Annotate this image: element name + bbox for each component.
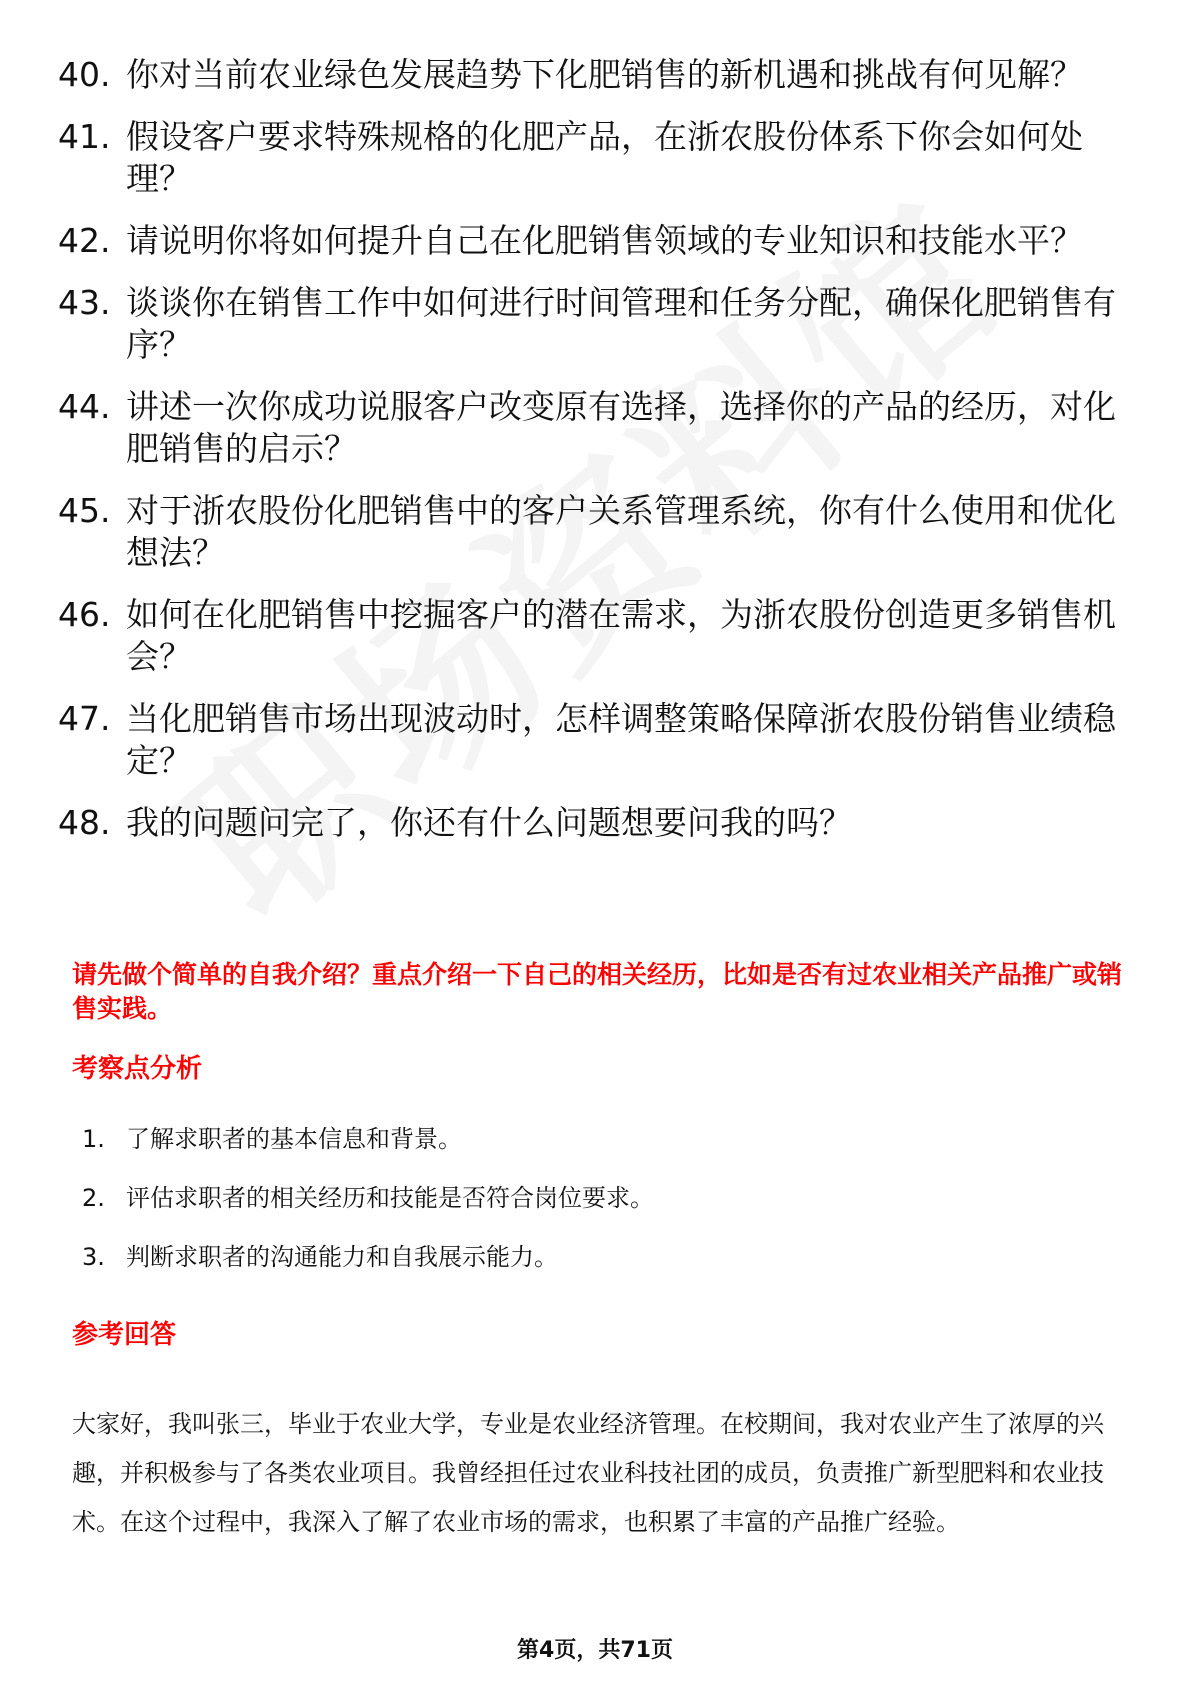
question-number: 46.	[58, 595, 111, 634]
question-number: 45.	[58, 491, 111, 530]
analysis-points	[82, 1122, 654, 1299]
page-number: 第4页，共71页	[517, 1638, 673, 1663]
analysis-point	[82, 1181, 654, 1215]
point-text: 判断求职者的沟通能力和自我展示能力。	[126, 1243, 558, 1271]
question-item	[58, 698, 1118, 782]
question-item	[58, 802, 1118, 844]
question-text: 假设客户要求特殊规格的化肥产品，在浙农股份体系下你会如何处理？	[126, 117, 1083, 198]
question-text: 请说明你将如何提升自己在化肥销售领域的专业知识和技能水平？	[126, 221, 1083, 260]
question-number: 44.	[58, 387, 111, 426]
analysis-point	[82, 1240, 654, 1274]
point-number: 2.	[82, 1184, 105, 1212]
point-number: 1.	[82, 1125, 105, 1153]
answer-heading: 参考回答	[72, 1320, 177, 1350]
question-number: 47.	[58, 699, 111, 738]
question-text: 对于浙农股份化肥销售中的客户关系管理系统，你有什么使用和优化想法？	[126, 491, 1116, 572]
answer-text: 大家好，我叫张三，毕业于农业大学，专业是农业经济管理。在校期间，我对农业产生了浓厚的兴趣，并积极参与了各类农业项目。我曾经担任过农业科技社团的成员，负责推广新型肥料和农业技术。在这个过程中，我深入了解了农业市场的需求，也积累了丰富的产品推广经验。	[72, 1410, 1104, 1536]
intro-question: 请先做个简单的自我介绍？重点介绍一下自己的相关经历，比如是否有过农业相关产品推广或销售实践。	[72, 960, 1123, 1023]
question-text: 当化肥销售市场出现波动时，怎样调整策略保障浙农股份销售业绩稳定？	[126, 699, 1116, 780]
question-list	[58, 54, 1118, 864]
question-text: 谈谈你在销售工作中如何进行时间管理和任务分配，确保化肥销售有序？	[126, 283, 1116, 364]
question-item	[58, 386, 1118, 470]
question-item	[58, 594, 1118, 678]
question-number: 43.	[58, 283, 111, 322]
point-number: 3.	[82, 1243, 105, 1271]
question-number: 48.	[58, 803, 111, 842]
question-item	[58, 220, 1118, 262]
question-item	[58, 282, 1118, 366]
point-text: 评估求职者的相关经历和技能是否符合岗位要求。	[126, 1184, 654, 1212]
question-text: 你对当前农业绿色发展趋势下化肥销售的新机遇和挑战有何见解？	[126, 55, 1083, 94]
question-text: 我的问题问完了，你还有什么问题想要问我的吗？	[126, 803, 852, 842]
question-text: 如何在化肥销售中挖掘客户的潜在需求，为浙农股份创造更多销售机会？	[126, 595, 1116, 676]
analysis-heading: 考察点分析	[72, 1054, 203, 1084]
question-item	[58, 490, 1118, 574]
analysis-point	[82, 1122, 654, 1156]
question-item	[58, 54, 1118, 96]
question-number: 42.	[58, 221, 111, 260]
point-text: 了解求职者的基本信息和背景。	[126, 1125, 462, 1153]
question-item	[58, 116, 1118, 200]
question-number: 41.	[58, 117, 111, 156]
question-text: 讲述一次你成功说服客户改变原有选择，选择你的产品的经历，对化肥销售的启示？	[126, 387, 1116, 468]
question-number: 40.	[58, 55, 111, 94]
